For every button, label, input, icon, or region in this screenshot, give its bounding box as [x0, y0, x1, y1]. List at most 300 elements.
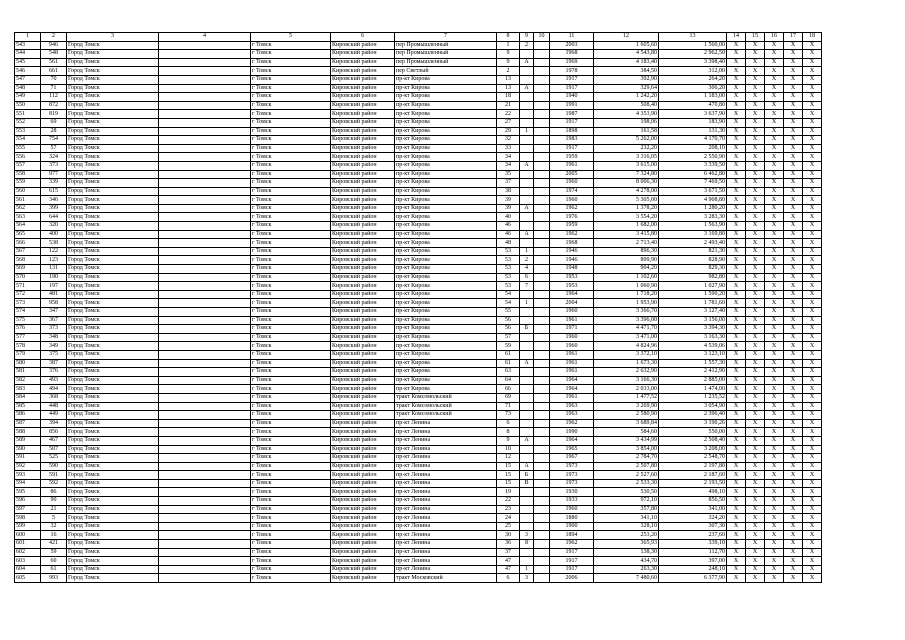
- cell-col-4: [159, 41, 251, 50]
- cell-col-6: Кировский район: [331, 505, 395, 514]
- cell-col-8: 15: [497, 479, 520, 488]
- cell-col-18: X: [803, 179, 822, 188]
- cell-col-9: А: [520, 359, 534, 368]
- cell-col-17: X: [784, 325, 803, 334]
- cell-col-2: 481: [41, 290, 67, 299]
- cell-col-18: X: [803, 479, 822, 488]
- cell-col-8: 47: [497, 565, 520, 574]
- cell-col-1: 578: [15, 342, 41, 351]
- cell-col-13: 3 190,26: [659, 419, 727, 428]
- cell-col-15: X: [746, 565, 765, 574]
- cell-col-12: 530,50: [594, 488, 659, 497]
- cell-col-7: пр-кт Кирова: [395, 350, 497, 359]
- cell-col-1: 591: [15, 454, 41, 463]
- cell-col-4: [159, 574, 251, 583]
- table-row: [15, 93, 822, 102]
- cell-col-17: X: [784, 161, 803, 170]
- cell-col-12: 1 477,52: [594, 393, 659, 402]
- cell-col-3: Город Томск: [67, 540, 159, 549]
- cell-col-15: X: [746, 58, 765, 67]
- cell-col-4: [159, 531, 251, 540]
- cell-col-4: [159, 118, 251, 127]
- cell-col-1: 597: [15, 505, 41, 514]
- cell-col-3: Город Томск: [67, 574, 159, 583]
- cell-col-18: X: [803, 325, 822, 334]
- cell-col-3: Город Томск: [67, 368, 159, 377]
- cell-col-2: 122: [41, 247, 67, 256]
- column-header-10: 10: [534, 33, 550, 42]
- cell-col-4: [159, 84, 251, 93]
- cell-col-4: [159, 299, 251, 308]
- cell-col-13: 248,10: [659, 565, 727, 574]
- cell-col-3: Город Томск: [67, 393, 159, 402]
- cell-col-17: X: [784, 230, 803, 239]
- cell-col-6: Кировский район: [331, 222, 395, 231]
- cell-col-9: Б: [520, 325, 534, 334]
- cell-col-18: X: [803, 497, 822, 506]
- cell-col-14: X: [727, 179, 746, 188]
- cell-col-17: X: [784, 454, 803, 463]
- cell-col-14: X: [727, 67, 746, 76]
- cell-col-3: Город Томск: [67, 445, 159, 454]
- cell-col-17: X: [784, 316, 803, 325]
- table-row: [15, 265, 822, 274]
- cell-col-3: Город Томск: [67, 471, 159, 480]
- cell-col-11: 1917: [550, 557, 594, 566]
- cell-col-6: Кировский район: [331, 385, 395, 394]
- cell-col-18: X: [803, 127, 822, 136]
- cell-col-4: [159, 368, 251, 377]
- cell-col-9: А: [520, 462, 534, 471]
- table-row: [15, 50, 822, 59]
- cell-col-16: X: [765, 471, 784, 480]
- cell-col-11: 1973: [550, 479, 594, 488]
- cell-col-9: 3: [520, 574, 534, 583]
- cell-col-12: 328,10: [594, 522, 659, 531]
- cell-col-15: X: [746, 50, 765, 59]
- cell-col-17: X: [784, 402, 803, 411]
- cell-col-17: X: [784, 505, 803, 514]
- cell-col-8: 37: [497, 548, 520, 557]
- cell-col-16: X: [765, 428, 784, 437]
- cell-col-7: пр-кт Ленина: [395, 462, 497, 471]
- column-header-13: 13: [659, 33, 727, 42]
- cell-col-18: X: [803, 187, 822, 196]
- cell-col-11: 1940: [550, 93, 594, 102]
- table-row: [15, 204, 822, 213]
- cell-col-5: г Томск: [251, 419, 331, 428]
- cell-col-5: г Томск: [251, 497, 331, 506]
- cell-col-16: X: [765, 204, 784, 213]
- cell-col-7: пр-кт Ленина: [395, 522, 497, 531]
- cell-col-11: 1968: [550, 50, 594, 59]
- cell-col-11: 1962: [550, 204, 594, 213]
- table-body: [15, 41, 822, 582]
- cell-col-7: пр-кт Ленина: [395, 445, 497, 454]
- cell-col-1: 580: [15, 359, 41, 368]
- cell-col-8: 71: [497, 402, 520, 411]
- cell-col-16: X: [765, 170, 784, 179]
- cell-col-17: X: [784, 514, 803, 523]
- cell-col-12: 3 415,80: [594, 230, 659, 239]
- cell-col-10: [534, 565, 550, 574]
- cell-col-11: 1962: [550, 540, 594, 549]
- cell-col-14: X: [727, 497, 746, 506]
- cell-col-15: X: [746, 350, 765, 359]
- cell-col-5: г Томск: [251, 385, 331, 394]
- cell-col-6: Кировский район: [331, 308, 395, 317]
- cell-col-8: 19: [497, 488, 520, 497]
- cell-col-12: 161,58: [594, 127, 659, 136]
- cell-col-10: [534, 153, 550, 162]
- cell-col-15: X: [746, 454, 765, 463]
- cell-col-1: 603: [15, 557, 41, 566]
- cell-col-4: [159, 565, 251, 574]
- cell-col-4: [159, 282, 251, 291]
- cell-col-10: [534, 574, 550, 583]
- cell-col-17: X: [784, 436, 803, 445]
- cell-col-16: X: [765, 393, 784, 402]
- cell-col-3: Город Томск: [67, 67, 159, 76]
- cell-col-6: Кировский район: [331, 350, 395, 359]
- cell-col-9: [520, 101, 534, 110]
- cell-col-3: Город Томск: [67, 239, 159, 248]
- cell-col-8: 9: [497, 58, 520, 67]
- cell-col-13: 829,30: [659, 265, 727, 274]
- cell-col-15: X: [746, 179, 765, 188]
- column-header-8: 8: [497, 33, 520, 42]
- cell-col-10: [534, 204, 550, 213]
- cell-col-11: 1960: [550, 505, 594, 514]
- cell-col-17: X: [784, 84, 803, 93]
- cell-col-8: 53: [497, 247, 520, 256]
- cell-col-18: X: [803, 393, 822, 402]
- cell-col-15: X: [746, 402, 765, 411]
- cell-col-8: 34: [497, 161, 520, 170]
- cell-col-15: X: [746, 488, 765, 497]
- cell-col-8: 61: [497, 350, 520, 359]
- cell-col-13: 1 590,20: [659, 290, 727, 299]
- cell-col-10: [534, 316, 550, 325]
- cell-col-5: г Томск: [251, 531, 331, 540]
- cell-col-17: X: [784, 548, 803, 557]
- cell-col-15: X: [746, 359, 765, 368]
- cell-col-4: [159, 462, 251, 471]
- table-row: [15, 213, 822, 222]
- cell-col-10: [534, 514, 550, 523]
- cell-col-12: 904,20: [594, 265, 659, 274]
- cell-col-2: 373: [41, 161, 67, 170]
- cell-col-13: 183,90: [659, 118, 727, 127]
- cell-col-13: 3 169,80: [659, 230, 727, 239]
- table-row: [15, 333, 822, 342]
- cell-col-6: Кировский район: [331, 230, 395, 239]
- cell-col-1: 585: [15, 402, 41, 411]
- cell-col-10: [534, 350, 550, 359]
- cell-col-14: X: [727, 161, 746, 170]
- cell-col-14: X: [727, 333, 746, 342]
- cell-col-18: X: [803, 265, 822, 274]
- cell-col-18: X: [803, 196, 822, 205]
- cell-col-3: Город Томск: [67, 58, 159, 67]
- cell-col-2: 32: [41, 522, 67, 531]
- cell-col-13: 6 462,80: [659, 170, 727, 179]
- cell-col-16: X: [765, 359, 784, 368]
- cell-col-10: [534, 462, 550, 471]
- cell-col-9: 1: [520, 565, 534, 574]
- cell-col-11: 1964: [550, 376, 594, 385]
- cell-col-9: [520, 548, 534, 557]
- cell-col-6: Кировский район: [331, 247, 395, 256]
- cell-col-7: пр-кт Кирова: [395, 273, 497, 282]
- cell-col-1: 592: [15, 462, 41, 471]
- cell-col-12: 392,90: [594, 75, 659, 84]
- cell-col-8: 46: [497, 222, 520, 231]
- cell-col-15: X: [746, 548, 765, 557]
- cell-col-9: 6: [520, 273, 534, 282]
- cell-col-11: 2004: [550, 299, 594, 308]
- cell-col-5: г Томск: [251, 428, 331, 437]
- cell-col-7: пр-кт Кирова: [395, 204, 497, 213]
- cell-col-17: X: [784, 308, 803, 317]
- cell-col-18: X: [803, 342, 822, 351]
- cell-col-18: X: [803, 299, 822, 308]
- cell-col-7: пр-кт Ленина: [395, 531, 497, 540]
- cell-col-6: Кировский район: [331, 565, 395, 574]
- cell-col-3: Город Томск: [67, 376, 159, 385]
- cell-col-3: Город Томск: [67, 204, 159, 213]
- cell-col-5: г Томск: [251, 196, 331, 205]
- cell-col-4: [159, 308, 251, 317]
- column-header-7: 7: [395, 33, 497, 42]
- cell-col-14: X: [727, 187, 746, 196]
- cell-col-17: X: [784, 359, 803, 368]
- cell-col-3: Город Томск: [67, 247, 159, 256]
- cell-col-11: 1900: [550, 522, 594, 531]
- cell-col-13: 3 163,30: [659, 333, 727, 342]
- cell-col-3: Город Томск: [67, 161, 159, 170]
- cell-col-3: Город Томск: [67, 222, 159, 231]
- cell-col-15: X: [746, 445, 765, 454]
- cell-col-10: [534, 505, 550, 514]
- cell-col-14: X: [727, 290, 746, 299]
- cell-col-18: X: [803, 436, 822, 445]
- cell-col-9: [520, 187, 534, 196]
- cell-col-15: X: [746, 531, 765, 540]
- cell-col-13: 307,30: [659, 522, 727, 531]
- cell-col-17: X: [784, 213, 803, 222]
- cell-col-13: 2 193,50: [659, 479, 727, 488]
- cell-col-6: Кировский район: [331, 213, 395, 222]
- cell-col-14: X: [727, 170, 746, 179]
- cell-col-14: X: [727, 110, 746, 119]
- cell-col-15: X: [746, 144, 765, 153]
- cell-col-10: [534, 325, 550, 334]
- cell-col-2: 57: [41, 144, 67, 153]
- cell-col-13: 2 493,40: [659, 239, 727, 248]
- cell-col-8: 33: [497, 144, 520, 153]
- cell-col-11: 1917: [550, 548, 594, 557]
- cell-col-2: 69: [41, 118, 67, 127]
- cell-col-11: 1953: [550, 282, 594, 291]
- table-row: [15, 273, 822, 282]
- cell-col-12: 4 471,70: [594, 325, 659, 334]
- cell-col-12: 384,50: [594, 67, 659, 76]
- cell-col-17: X: [784, 479, 803, 488]
- cell-col-1: 553: [15, 127, 41, 136]
- cell-col-12: 3 471,00: [594, 333, 659, 342]
- cell-col-4: [159, 514, 251, 523]
- cell-col-13: 237,60: [659, 531, 727, 540]
- cell-col-15: X: [746, 325, 765, 334]
- cell-col-8: 27: [497, 118, 520, 127]
- cell-col-6: Кировский район: [331, 428, 395, 437]
- cell-col-5: г Томск: [251, 325, 331, 334]
- cell-col-5: г Томск: [251, 454, 331, 463]
- cell-col-4: [159, 342, 251, 351]
- cell-col-10: [534, 273, 550, 282]
- cell-col-1: 552: [15, 118, 41, 127]
- cell-col-2: 592: [41, 479, 67, 488]
- cell-col-7: тракт Московский: [395, 574, 497, 583]
- cell-col-3: Город Томск: [67, 230, 159, 239]
- cell-col-7: пр-кт Кирова: [395, 84, 497, 93]
- cell-col-4: [159, 316, 251, 325]
- cell-col-16: X: [765, 50, 784, 59]
- cell-col-9: [520, 213, 534, 222]
- cell-col-11: 1917: [550, 565, 594, 574]
- cell-col-6: Кировский район: [331, 540, 395, 549]
- cell-col-5: г Томск: [251, 557, 331, 566]
- cell-col-17: X: [784, 419, 803, 428]
- cell-col-8: 54: [497, 290, 520, 299]
- table-row: [15, 153, 822, 162]
- cell-col-12: 198,06: [594, 118, 659, 127]
- cell-col-1: 554: [15, 136, 41, 145]
- cell-col-9: [520, 222, 534, 231]
- table-row: [15, 75, 822, 84]
- cell-col-10: [534, 479, 550, 488]
- cell-col-2: 348: [41, 333, 67, 342]
- cell-col-11: 1962: [550, 419, 594, 428]
- table-row: [15, 282, 822, 291]
- cell-col-9: [520, 239, 534, 248]
- cell-col-18: X: [803, 50, 822, 59]
- cell-col-7: пр-кт Ленина: [395, 565, 497, 574]
- cell-col-1: 593: [15, 471, 41, 480]
- cell-col-1: 568: [15, 256, 41, 265]
- cell-col-13: 306,20: [659, 84, 727, 93]
- cell-col-18: X: [803, 101, 822, 110]
- table-row: [15, 376, 822, 385]
- cell-col-17: X: [784, 144, 803, 153]
- cell-col-2: 59: [41, 548, 67, 557]
- table-row: [15, 411, 822, 420]
- cell-col-10: [534, 101, 550, 110]
- cell-col-5: г Томск: [251, 393, 331, 402]
- table-row: [15, 488, 822, 497]
- cell-col-10: [534, 557, 550, 566]
- cell-col-4: [159, 488, 251, 497]
- cell-col-18: X: [803, 239, 822, 248]
- cell-col-8: 47: [497, 557, 520, 566]
- cell-col-10: [534, 110, 550, 119]
- cell-col-9: 7: [520, 282, 534, 291]
- cell-col-13: 856,50: [659, 497, 727, 506]
- cell-col-1: 566: [15, 239, 41, 248]
- cell-col-16: X: [765, 118, 784, 127]
- cell-col-18: X: [803, 222, 822, 231]
- cell-col-2: 60: [41, 557, 67, 566]
- cell-col-1: 594: [15, 479, 41, 488]
- cell-col-2: 28: [41, 127, 67, 136]
- cell-col-11: 1973: [550, 462, 594, 471]
- cell-col-15: X: [746, 436, 765, 445]
- cell-col-4: [159, 540, 251, 549]
- cell-col-16: X: [765, 514, 784, 523]
- cell-col-18: X: [803, 144, 822, 153]
- cell-col-12: 341,10: [594, 514, 659, 523]
- cell-col-16: X: [765, 239, 784, 248]
- cell-col-4: [159, 505, 251, 514]
- cell-col-7: пр-кт Кирова: [395, 256, 497, 265]
- cell-col-16: X: [765, 265, 784, 274]
- cell-col-10: [534, 393, 550, 402]
- cell-col-12: 3 269,90: [594, 402, 659, 411]
- column-header-18: 18: [803, 33, 822, 42]
- cell-col-4: [159, 222, 251, 231]
- cell-col-9: А: [520, 84, 534, 93]
- cell-col-4: [159, 110, 251, 119]
- cell-col-1: 569: [15, 265, 41, 274]
- cell-col-15: X: [746, 316, 765, 325]
- cell-col-6: Кировский район: [331, 170, 395, 179]
- cell-col-15: X: [746, 153, 765, 162]
- cell-col-14: X: [727, 325, 746, 334]
- table-row: [15, 342, 822, 351]
- table-row: [15, 479, 822, 488]
- cell-col-15: X: [746, 282, 765, 291]
- cell-col-10: [534, 75, 550, 84]
- cell-col-12: 1 378,20: [594, 204, 659, 213]
- cell-col-14: X: [727, 75, 746, 84]
- cell-col-5: г Томск: [251, 247, 331, 256]
- table-row: [15, 41, 822, 50]
- cell-col-8: 66: [497, 385, 520, 394]
- cell-col-16: X: [765, 342, 784, 351]
- cell-col-11: 1978: [550, 67, 594, 76]
- table-row: [15, 436, 822, 445]
- cell-col-5: г Томск: [251, 179, 331, 188]
- cell-col-1: 583: [15, 385, 41, 394]
- cell-col-11: 2003: [550, 41, 594, 50]
- cell-col-17: X: [784, 531, 803, 540]
- cell-col-1: 575: [15, 316, 41, 325]
- table-row: [15, 548, 822, 557]
- table-row: [15, 187, 822, 196]
- cell-col-6: Кировский район: [331, 179, 395, 188]
- table-row: [15, 565, 822, 574]
- cell-col-18: X: [803, 557, 822, 566]
- cell-col-7: пр-кт Кирова: [395, 101, 497, 110]
- table-row: [15, 505, 822, 514]
- cell-col-10: [534, 93, 550, 102]
- cell-col-5: г Томск: [251, 333, 331, 342]
- cell-col-17: X: [784, 445, 803, 454]
- cell-col-13: 2 550,90: [659, 153, 727, 162]
- cell-col-18: X: [803, 333, 822, 342]
- cell-col-18: X: [803, 58, 822, 67]
